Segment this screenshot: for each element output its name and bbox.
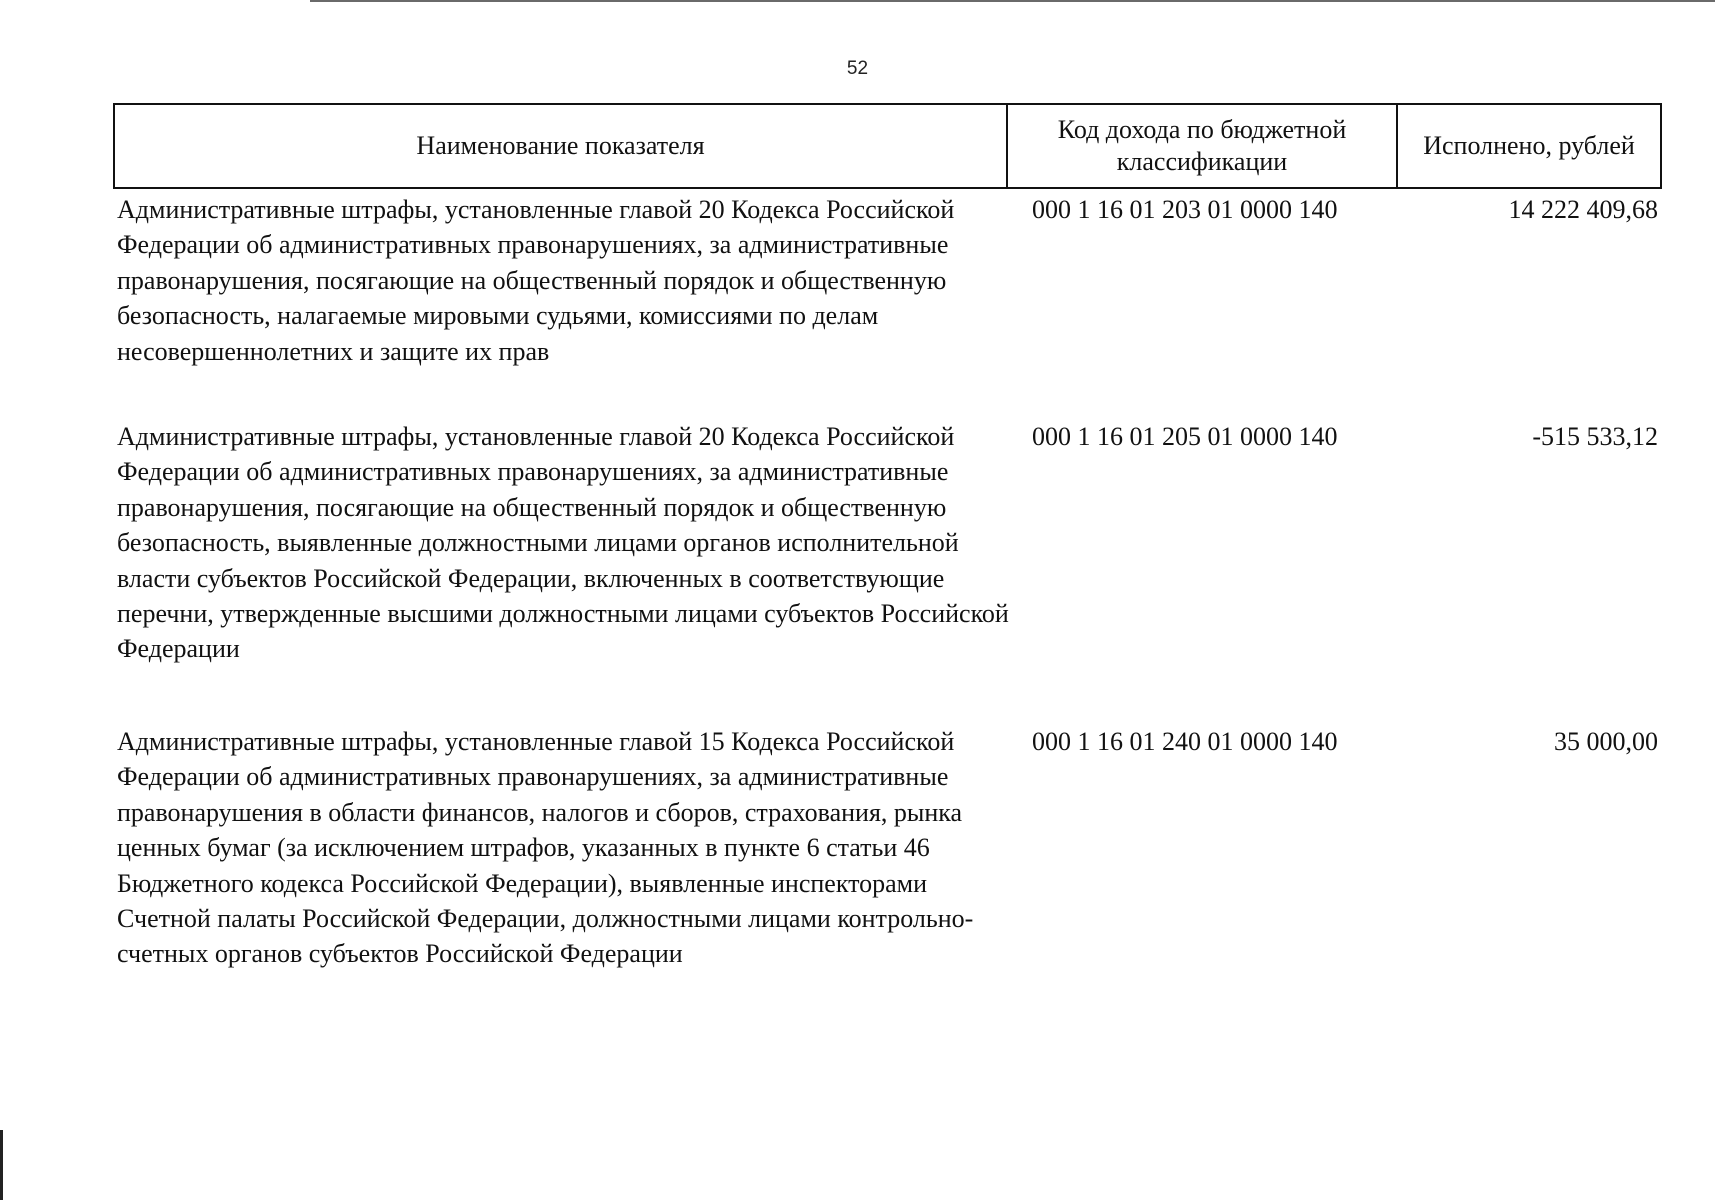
executed-amount: -515 533,12 [1532,422,1658,451]
indicator-name: Административные штрафы, установленные главой 20 Кодекса Российской Федерации об административных правонарушениях, за административные правонарушения, посягающие на общественный порядок и общественную безопасность, налагаемые мировыми судьями, комиссиями по делам несовершеннолетних и защите их прав [117,195,955,366]
scan-top-edge [310,0,1715,2]
header-code: Код дохода по бюджетной классификации [1008,105,1398,187]
income-code: 000 1 16 01 203 01 0000 140 [1032,195,1338,224]
indicator-name: Административные штрафы, установленные главой 20 Кодекса Российской Федерации об административных правонарушениях, за административные правонарушения, посягающие на общественный порядок и общественную безопасность, выявленные должностными лицами органов исполнительной власти субъектов Российской Федерации, включенных в соответствующие перечни, утвержденные высшими должностными лицами субъектов Российской Федерации [117,422,1009,664]
executed-amount: 35 000,00 [1554,727,1658,756]
table-row [117,192,1662,369]
table-header [113,103,1662,189]
income-code: 000 1 16 01 205 01 0000 140 [1032,422,1338,451]
table-row [117,419,1662,667]
page-number: 52 [846,58,869,79]
table-row [117,724,1662,972]
header-name: Наименование показателя [115,105,1008,187]
scan-left-edge-mark [0,1130,3,1200]
income-code: 000 1 16 01 240 01 0000 140 [1032,727,1338,756]
executed-amount: 14 222 409,68 [1508,195,1658,224]
indicator-name: Административные штрафы, установленные главой 15 Кодекса Российской Федерации об административных правонарушениях, за административные правонарушения в области финансов, налогов и сборов, страхования, рынка ценных бумаг (за исключением штрафов, указанных в пункте 6 статьи 46 Бюджетного кодекса Российской Федерации), выявленные инспекторами Счетной палаты Российской Федерации, должностными лицами контрольно-счетных органов субъектов Российской Федерации [117,727,974,969]
header-amount: Исполнено, рублей [1423,131,1635,160]
